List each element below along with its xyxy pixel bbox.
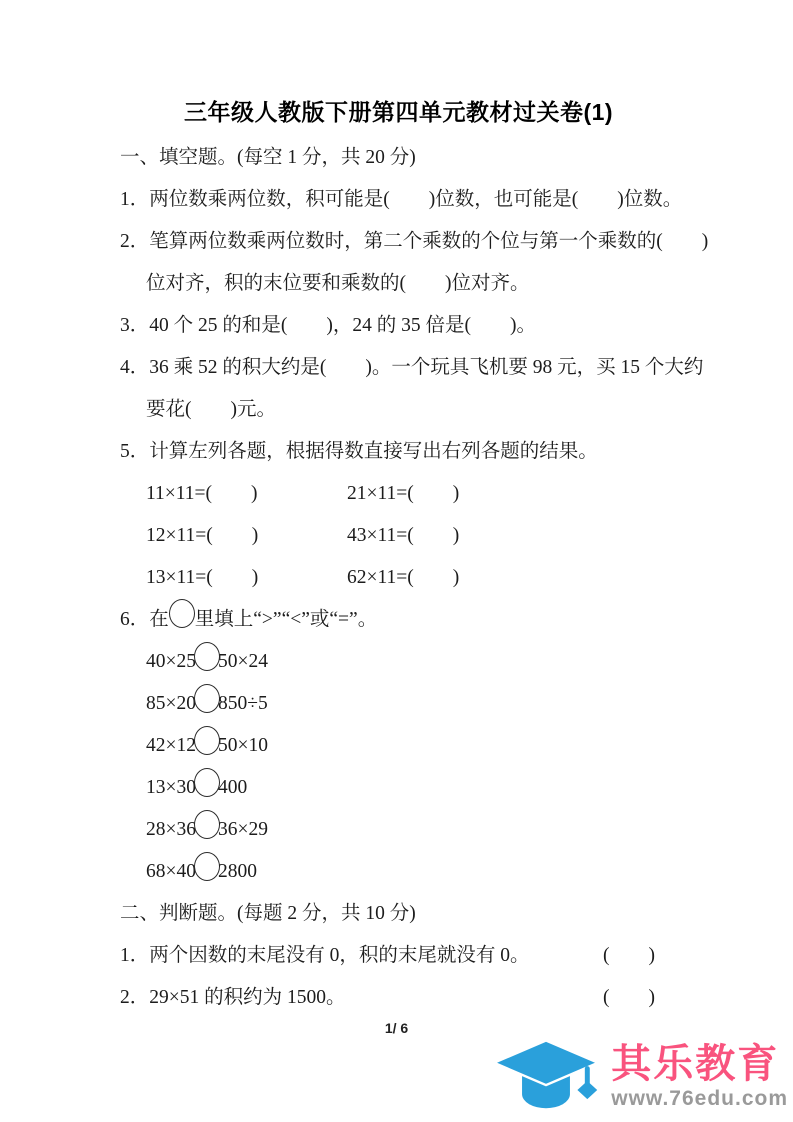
comparison-row — [120, 683, 677, 725]
equation-row — [120, 515, 677, 557]
equation-row — [120, 557, 677, 599]
equation-row — [120, 473, 677, 515]
question-3: 3．40 个 25 的和是( )，24 的 35 倍是( )。 — [120, 315, 536, 336]
comparison-right: 850÷5 — [218, 693, 268, 714]
section-fill-in-heading: 一、填空题。(每空 1 分，共 20 分) — [120, 147, 416, 168]
question-6 — [120, 599, 677, 641]
question-5: 5．计算左列各题，根据得数直接写出右列各题的结果。 — [120, 441, 598, 462]
judgment-text: 2．29×51 的积约为 1500。 — [120, 987, 346, 1008]
equation-right: 43×11=( ) — [347, 525, 460, 546]
comparison-right: 36×29 — [218, 819, 268, 840]
question-6-prefix: 6．在 — [120, 609, 169, 630]
comparison-circle-icon — [194, 684, 220, 713]
section-judge-heading: 二、判断题。(每题 2 分，共 10 分) — [120, 903, 416, 924]
question-2-line-1: 2．笔算两位数乘两位数时，第二个乘数的个位与第一个乘数的( ) — [120, 231, 709, 252]
worksheet-title: 三年级人教版下册第四单元教材过关卷(1) — [183, 99, 614, 125]
page-number: 1/ 6 — [384, 1020, 409, 1036]
comparison-circle-icon — [194, 726, 220, 755]
equation-left: 12×11=( ) — [146, 525, 259, 546]
comparison-circle-icon — [194, 768, 220, 797]
comparison-circle-icon — [194, 642, 220, 671]
comparison-row — [120, 641, 677, 683]
comparison-row — [120, 809, 677, 851]
comparison-row — [120, 725, 677, 767]
equation-right: 21×11=( ) — [347, 483, 460, 504]
comparison-left: 13×30 — [146, 777, 196, 798]
comparison-left: 40×25 — [146, 651, 196, 672]
equation-left: 13×11=( ) — [146, 567, 259, 588]
comparison-right: 50×10 — [218, 735, 268, 756]
comparison-right: 400 — [218, 777, 248, 798]
graduation-cap-icon — [487, 1038, 605, 1114]
judgment-text: 1．两个因数的末尾没有 0，积的末尾就没有 0。 — [120, 945, 530, 966]
comparison-row — [120, 851, 677, 893]
judgment-row — [120, 977, 677, 1019]
comparison-circle-icon — [194, 810, 220, 839]
comparison-circle-icon — [194, 852, 220, 881]
brand-name: 其乐教育 — [611, 1042, 780, 1086]
question-6-suffix: 里填上“>”“<”或“=”。 — [194, 609, 378, 630]
equation-right: 62×11=( ) — [347, 567, 460, 588]
question-2-line-2: 位对齐，积的末位要和乘数的( )位对齐。 — [146, 273, 530, 294]
brand-logo — [487, 1038, 788, 1114]
answer-parens: ( ) — [603, 987, 655, 1008]
question-4-line-1: 4．36 乘 52 的积大约是( )。一个玩具飞机要 98 元，买 15 个大约 — [120, 357, 704, 378]
comparison-left: 42×12 — [146, 735, 196, 756]
judgment-row — [120, 935, 677, 977]
worksheet-content — [120, 97, 709, 1019]
comparison-left: 68×40 — [146, 861, 196, 882]
blank-circle-icon — [169, 599, 195, 628]
equation-left: 11×11=( ) — [146, 483, 258, 504]
comparison-right: 2800 — [218, 861, 257, 882]
question-4-line-2: 要花( )元。 — [146, 399, 276, 420]
answer-parens: ( ) — [603, 945, 655, 966]
comparison-left: 85×20 — [146, 693, 196, 714]
comparison-right: 50×24 — [218, 651, 268, 672]
comparison-row — [120, 767, 677, 809]
question-1: 1．两位数乘两位数，积可能是( )位数，也可能是( )位数。 — [120, 189, 683, 210]
brand-text — [611, 1041, 788, 1111]
comparison-left: 28×36 — [146, 819, 196, 840]
brand-url: www.76edu.com — [611, 1087, 788, 1110]
